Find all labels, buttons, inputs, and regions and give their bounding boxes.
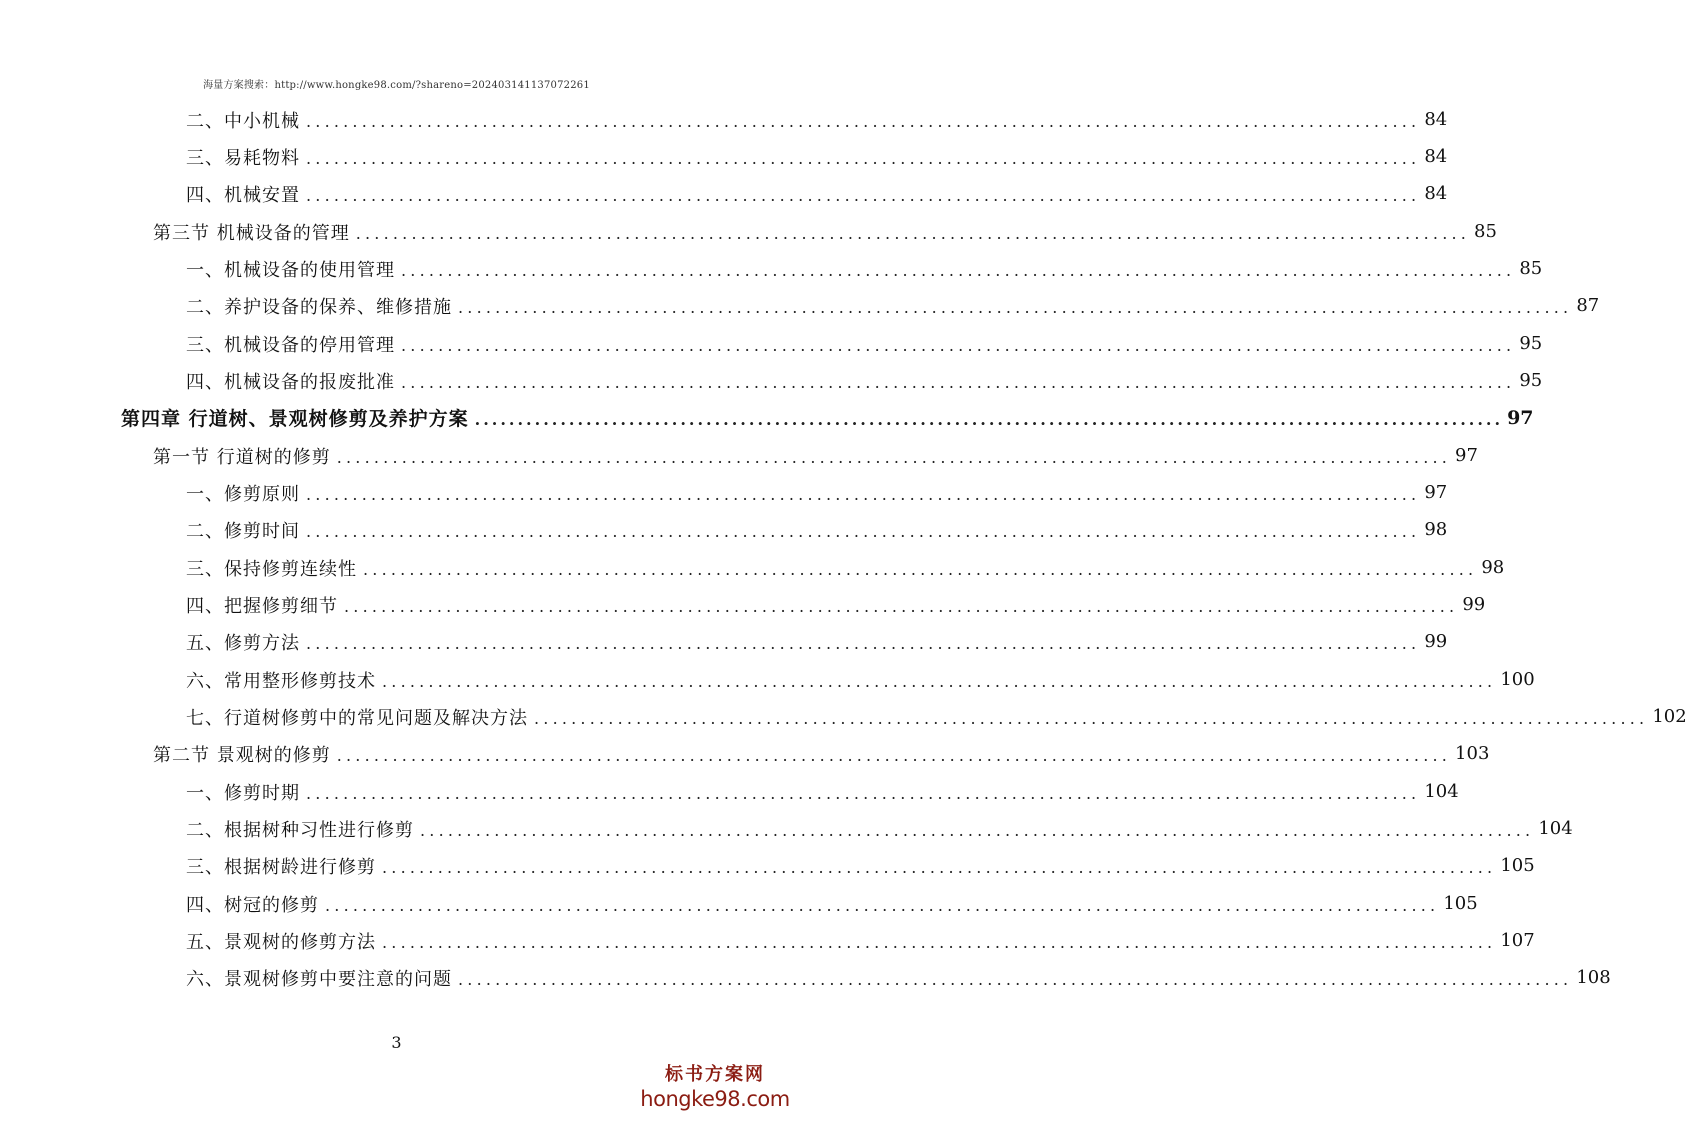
toc-entry-label: 第三节 机械设备的管理 bbox=[153, 222, 350, 244]
page-header-search-note: 海量方案搜索：http://www.hongke98.com/?shareno=202403141137072261 bbox=[203, 80, 590, 91]
toc-leader-dots: ........................................................................................................................ bbox=[458, 970, 1573, 989]
toc-entry[interactable] bbox=[153, 735, 1490, 772]
toc-entry[interactable] bbox=[186, 959, 1611, 996]
toc-entry-label: 四、树冠的修剪 bbox=[186, 894, 319, 916]
toc-leader-dots: ........................................................................................................................ bbox=[401, 336, 1516, 355]
toc-entry[interactable] bbox=[186, 810, 1573, 847]
toc-entry-label: 六、常用整形修剪技术 bbox=[186, 670, 376, 692]
toc-leader-dots: ........................................................................................................................ bbox=[382, 672, 1497, 691]
page-number: 3 bbox=[391, 1033, 402, 1052]
toc-leader-dots: ........................................................................................................................ bbox=[306, 149, 1421, 168]
toc-entry-label: 二、中小机械 bbox=[186, 110, 300, 132]
toc-entry-page: 99 bbox=[1462, 594, 1486, 615]
toc-entry-page: 98 bbox=[1481, 557, 1505, 578]
toc-entry-page: 103 bbox=[1455, 743, 1490, 764]
toc-entry-page: 87 bbox=[1576, 295, 1600, 316]
toc-leader-dots: ........................................................................................................................ bbox=[401, 373, 1516, 392]
toc-leader-dots: ........................................................................................................................ bbox=[382, 858, 1497, 877]
toc-leader-dots: ........................................................................................................................ bbox=[474, 410, 1504, 429]
toc-entry-page: 107 bbox=[1500, 930, 1535, 951]
toc-entry-page: 97 bbox=[1424, 482, 1448, 503]
toc-entry-label: 四、机械设备的报废批准 bbox=[186, 371, 395, 393]
toc-entry[interactable] bbox=[186, 586, 1486, 623]
watermark-url: hongke98.com bbox=[640, 1087, 790, 1111]
toc-entry-page: 99 bbox=[1424, 631, 1448, 652]
toc-entry-label: 二、根据树种习性进行修剪 bbox=[186, 819, 414, 841]
toc-entry-label: 第一节 行道树的修剪 bbox=[153, 446, 331, 468]
toc-entry-label: 三、保持修剪连续性 bbox=[186, 558, 357, 580]
toc-entry-label: 二、修剪时间 bbox=[186, 520, 300, 542]
toc-entry-page: 84 bbox=[1424, 109, 1448, 130]
toc-entry[interactable] bbox=[186, 175, 1448, 212]
toc-leader-dots: ........................................................................................................................ bbox=[336, 746, 1452, 765]
toc-entry-label: 六、景观树修剪中要注意的问题 bbox=[186, 968, 452, 990]
toc-leader-dots: ........................................................................................................................ bbox=[420, 821, 1535, 840]
toc-entry-page: 97 bbox=[1455, 445, 1478, 466]
toc-entry[interactable] bbox=[186, 885, 1478, 922]
toc-entry-label: 五、修剪方法 bbox=[186, 632, 300, 654]
toc-entry-label: 七、行道树修剪中的常见问题及解决方法 bbox=[186, 707, 528, 729]
toc-entry-page: 85 bbox=[1474, 221, 1497, 242]
toc-entry-label: 五、景观树的修剪方法 bbox=[186, 931, 376, 953]
toc-entry-label: 第二节 景观树的修剪 bbox=[153, 744, 331, 766]
toc-entry[interactable] bbox=[186, 250, 1543, 287]
toc-leader-dots: ........................................................................................................................ bbox=[306, 112, 1421, 131]
site-watermark bbox=[640, 1064, 790, 1112]
toc-entry-label: 四、机械安置 bbox=[186, 184, 300, 206]
toc-entry[interactable] bbox=[153, 437, 1478, 474]
toc-leader-dots: ........................................................................................................................ bbox=[458, 298, 1573, 317]
toc-entry[interactable] bbox=[186, 101, 1448, 138]
toc-entry-page: 84 bbox=[1424, 146, 1448, 167]
toc-entry-label: 一、修剪时期 bbox=[186, 782, 300, 804]
toc-entry[interactable] bbox=[186, 922, 1535, 959]
toc-entry[interactable] bbox=[186, 698, 1687, 735]
toc-entry-label: 一、机械设备的使用管理 bbox=[186, 259, 395, 281]
toc-entry[interactable] bbox=[186, 138, 1448, 175]
toc-entry-page: 105 bbox=[1443, 893, 1478, 914]
toc-leader-dots: ........................................................................................................................ bbox=[336, 448, 1452, 467]
toc-entry-label: 三、易耗物料 bbox=[186, 147, 300, 169]
toc-entry[interactable] bbox=[186, 661, 1535, 698]
toc-entry-page: 108 bbox=[1576, 967, 1611, 988]
toc-entry-page: 104 bbox=[1538, 818, 1573, 839]
toc-leader-dots: ........................................................................................................................ bbox=[306, 634, 1421, 653]
toc-entry[interactable] bbox=[121, 399, 1534, 436]
toc-entry[interactable] bbox=[153, 213, 1497, 250]
toc-entry-label: 二、养护设备的保养、维修措施 bbox=[186, 296, 452, 318]
toc-leader-dots: ........................................................................................................................ bbox=[401, 261, 1516, 280]
toc-leader-dots: ........................................................................................................................ bbox=[306, 186, 1421, 205]
toc-entry-page: 105 bbox=[1500, 855, 1535, 876]
toc-entry[interactable] bbox=[186, 773, 1459, 810]
toc-entry-page: 95 bbox=[1519, 370, 1543, 391]
toc-entry-page: 100 bbox=[1500, 669, 1535, 690]
toc-entry[interactable] bbox=[186, 287, 1600, 324]
toc-entry[interactable] bbox=[186, 362, 1543, 399]
toc-entry-label: 一、修剪原则 bbox=[186, 483, 300, 505]
toc-leader-dots: ........................................................................................................................ bbox=[344, 597, 1459, 616]
toc-leader-dots: ........................................................................................................................ bbox=[534, 709, 1649, 728]
toc-entry[interactable] bbox=[186, 511, 1448, 548]
toc-leader-dots: ........................................................................................................................ bbox=[306, 485, 1421, 504]
toc-entry-page: 102 bbox=[1652, 706, 1687, 727]
toc-entry[interactable] bbox=[186, 847, 1535, 884]
watermark-brand: 标书方案网 bbox=[665, 1064, 765, 1085]
toc-leader-dots: ........................................................................................................................ bbox=[363, 560, 1478, 579]
toc-entry-page: 84 bbox=[1424, 183, 1448, 204]
toc-entry-page: 85 bbox=[1519, 258, 1543, 279]
toc-entry-label: 三、根据树龄进行修剪 bbox=[186, 856, 376, 878]
toc-entry-page: 95 bbox=[1519, 333, 1543, 354]
toc-leader-dots: ........................................................................................................................ bbox=[382, 933, 1497, 952]
toc-leader-dots: ........................................................................................................................ bbox=[325, 896, 1440, 915]
toc-entry-page: 104 bbox=[1424, 781, 1459, 802]
toc-leader-dots: ........................................................................................................................ bbox=[306, 522, 1421, 541]
toc-leader-dots: ........................................................................................................................ bbox=[355, 224, 1471, 243]
toc-entry[interactable] bbox=[186, 474, 1448, 511]
toc-entry[interactable] bbox=[186, 325, 1543, 362]
toc-entry-page: 97 bbox=[1507, 406, 1534, 429]
toc-entry-label: 三、机械设备的停用管理 bbox=[186, 334, 395, 356]
toc-entry-label: 四、把握修剪细节 bbox=[186, 595, 338, 617]
toc-entry[interactable] bbox=[186, 549, 1505, 586]
toc-entry-label: 第四章 行道树、景观树修剪及养护方案 bbox=[121, 408, 469, 430]
toc-entry[interactable] bbox=[186, 623, 1448, 660]
toc-leader-dots: ........................................................................................................................ bbox=[306, 784, 1421, 803]
toc-entry-page: 98 bbox=[1424, 519, 1448, 540]
